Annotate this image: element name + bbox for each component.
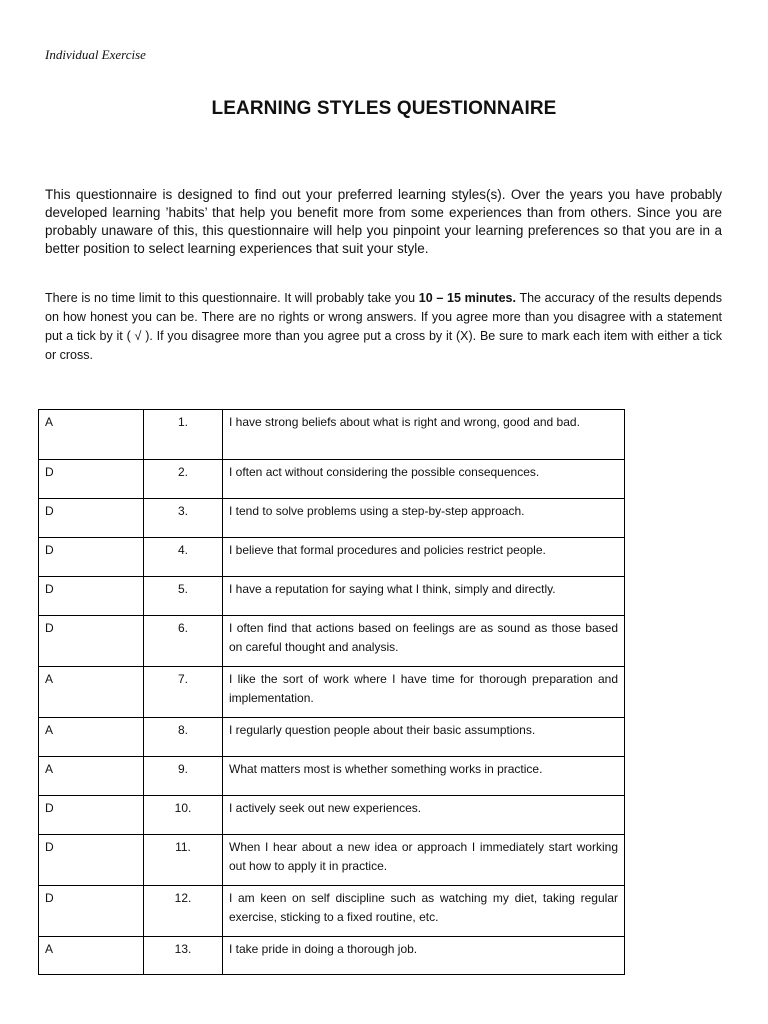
- statement-number: 12.: [144, 886, 223, 937]
- statement-text: I take pride in doing a thorough job.: [223, 937, 625, 975]
- statement-mark-cell[interactable]: D: [39, 886, 144, 937]
- page-title: LEARNING STYLES QUESTIONNAIRE: [211, 98, 557, 119]
- statement-text: I actively seek out new experiences.: [223, 796, 625, 835]
- statement-mark-cell[interactable]: D: [39, 616, 144, 667]
- statement-text: I believe that formal procedures and policies restrict people.: [223, 538, 625, 577]
- header-label: Individual Exercise: [45, 47, 146, 62]
- table-row: [39, 937, 625, 975]
- table-row: [39, 835, 625, 886]
- statement-mark-cell[interactable]: D: [39, 499, 144, 538]
- table-row: [39, 886, 625, 937]
- statement-mark-cell[interactable]: A: [39, 410, 144, 460]
- statement-number: 1.: [144, 410, 223, 460]
- statement-mark-cell[interactable]: D: [39, 835, 144, 886]
- statement-mark-cell[interactable]: D: [39, 796, 144, 835]
- statement-text: I regularly question people about their basic assumptions.: [223, 718, 625, 757]
- statement-number: 13.: [144, 937, 223, 975]
- statement-text: I tend to solve problems using a step-by-step approach.: [223, 499, 625, 538]
- statement-number: 3.: [144, 499, 223, 538]
- statement-mark-cell[interactable]: A: [39, 757, 144, 796]
- statement-mark-cell[interactable]: D: [39, 538, 144, 577]
- statement-text: What matters most is whether something works in practice.: [223, 757, 625, 796]
- statement-mark-cell[interactable]: A: [39, 937, 144, 975]
- statement-text: I have strong beliefs about what is right and wrong, good and bad.: [223, 410, 625, 460]
- statement-number: 4.: [144, 538, 223, 577]
- statement-text: I often find that actions based on feelings are as sound as those based on careful thought and analysis.: [223, 616, 625, 667]
- table-row: [39, 616, 625, 667]
- instructions-text-end: The accuracy of the results depends on how honest you can be. There are no rights or wrong answers. If you agree more than you disagree with a statement put a tick by it ( √ ). If you disagree more than you agree put a cross by it (X). Be sure to mark each item with either a tick or cross.: [45, 291, 723, 362]
- table-row: [39, 667, 625, 718]
- statement-number: 6.: [144, 616, 223, 667]
- table-row: [39, 718, 625, 757]
- statement-number: 8.: [144, 718, 223, 757]
- statement-number: 10.: [144, 796, 223, 835]
- table-row: [39, 538, 625, 577]
- table-row: [39, 577, 625, 616]
- table-row: [39, 460, 625, 499]
- statement-number: 5.: [144, 577, 223, 616]
- duration-text: 10 – 15 minutes.: [418, 291, 516, 305]
- statement-mark-cell[interactable]: D: [39, 460, 144, 499]
- table-row: [39, 796, 625, 835]
- instructions-text-start: There is no time limit to this questionnaire. It will probably take you: [45, 291, 419, 305]
- statement-text: I am keen on self discipline such as watching my diet, taking regular exercise, sticking to a fixed routine, etc.: [223, 886, 625, 937]
- table-row: [39, 410, 625, 460]
- questionnaire-body: [39, 410, 625, 975]
- statement-number: 7.: [144, 667, 223, 718]
- statement-mark-cell[interactable]: A: [39, 718, 144, 757]
- statement-text: When I hear about a new idea or approach I immediately start working out how to apply it in practice.: [223, 835, 625, 886]
- statement-text: I often act without considering the possible consequences.: [223, 460, 625, 499]
- statement-text: I like the sort of work where I have time for thorough preparation and implementation.: [223, 667, 625, 718]
- statement-mark-cell[interactable]: A: [39, 667, 144, 718]
- statement-mark-cell[interactable]: D: [39, 577, 144, 616]
- table-row: [39, 757, 625, 796]
- statement-number: 2.: [144, 460, 223, 499]
- questionnaire-table: [38, 409, 625, 975]
- statement-number: 9.: [144, 757, 223, 796]
- instructions-paragraph: [45, 289, 722, 365]
- statement-number: 11.: [144, 835, 223, 886]
- statement-text: I have a reputation for saying what I think, simply and directly.: [223, 577, 625, 616]
- intro-paragraph: This questionnaire is designed to find out your preferred learning styles(s). Over the years you have probably developed learning ’habits’ that help you benefit more from some experiences than from others. Since you are probably unaware of this, this questionnaire will help you pinpoint your learning preferences so that you are in a better position to select learning experiences that suit your style.: [45, 187, 722, 256]
- table-row: [39, 499, 625, 538]
